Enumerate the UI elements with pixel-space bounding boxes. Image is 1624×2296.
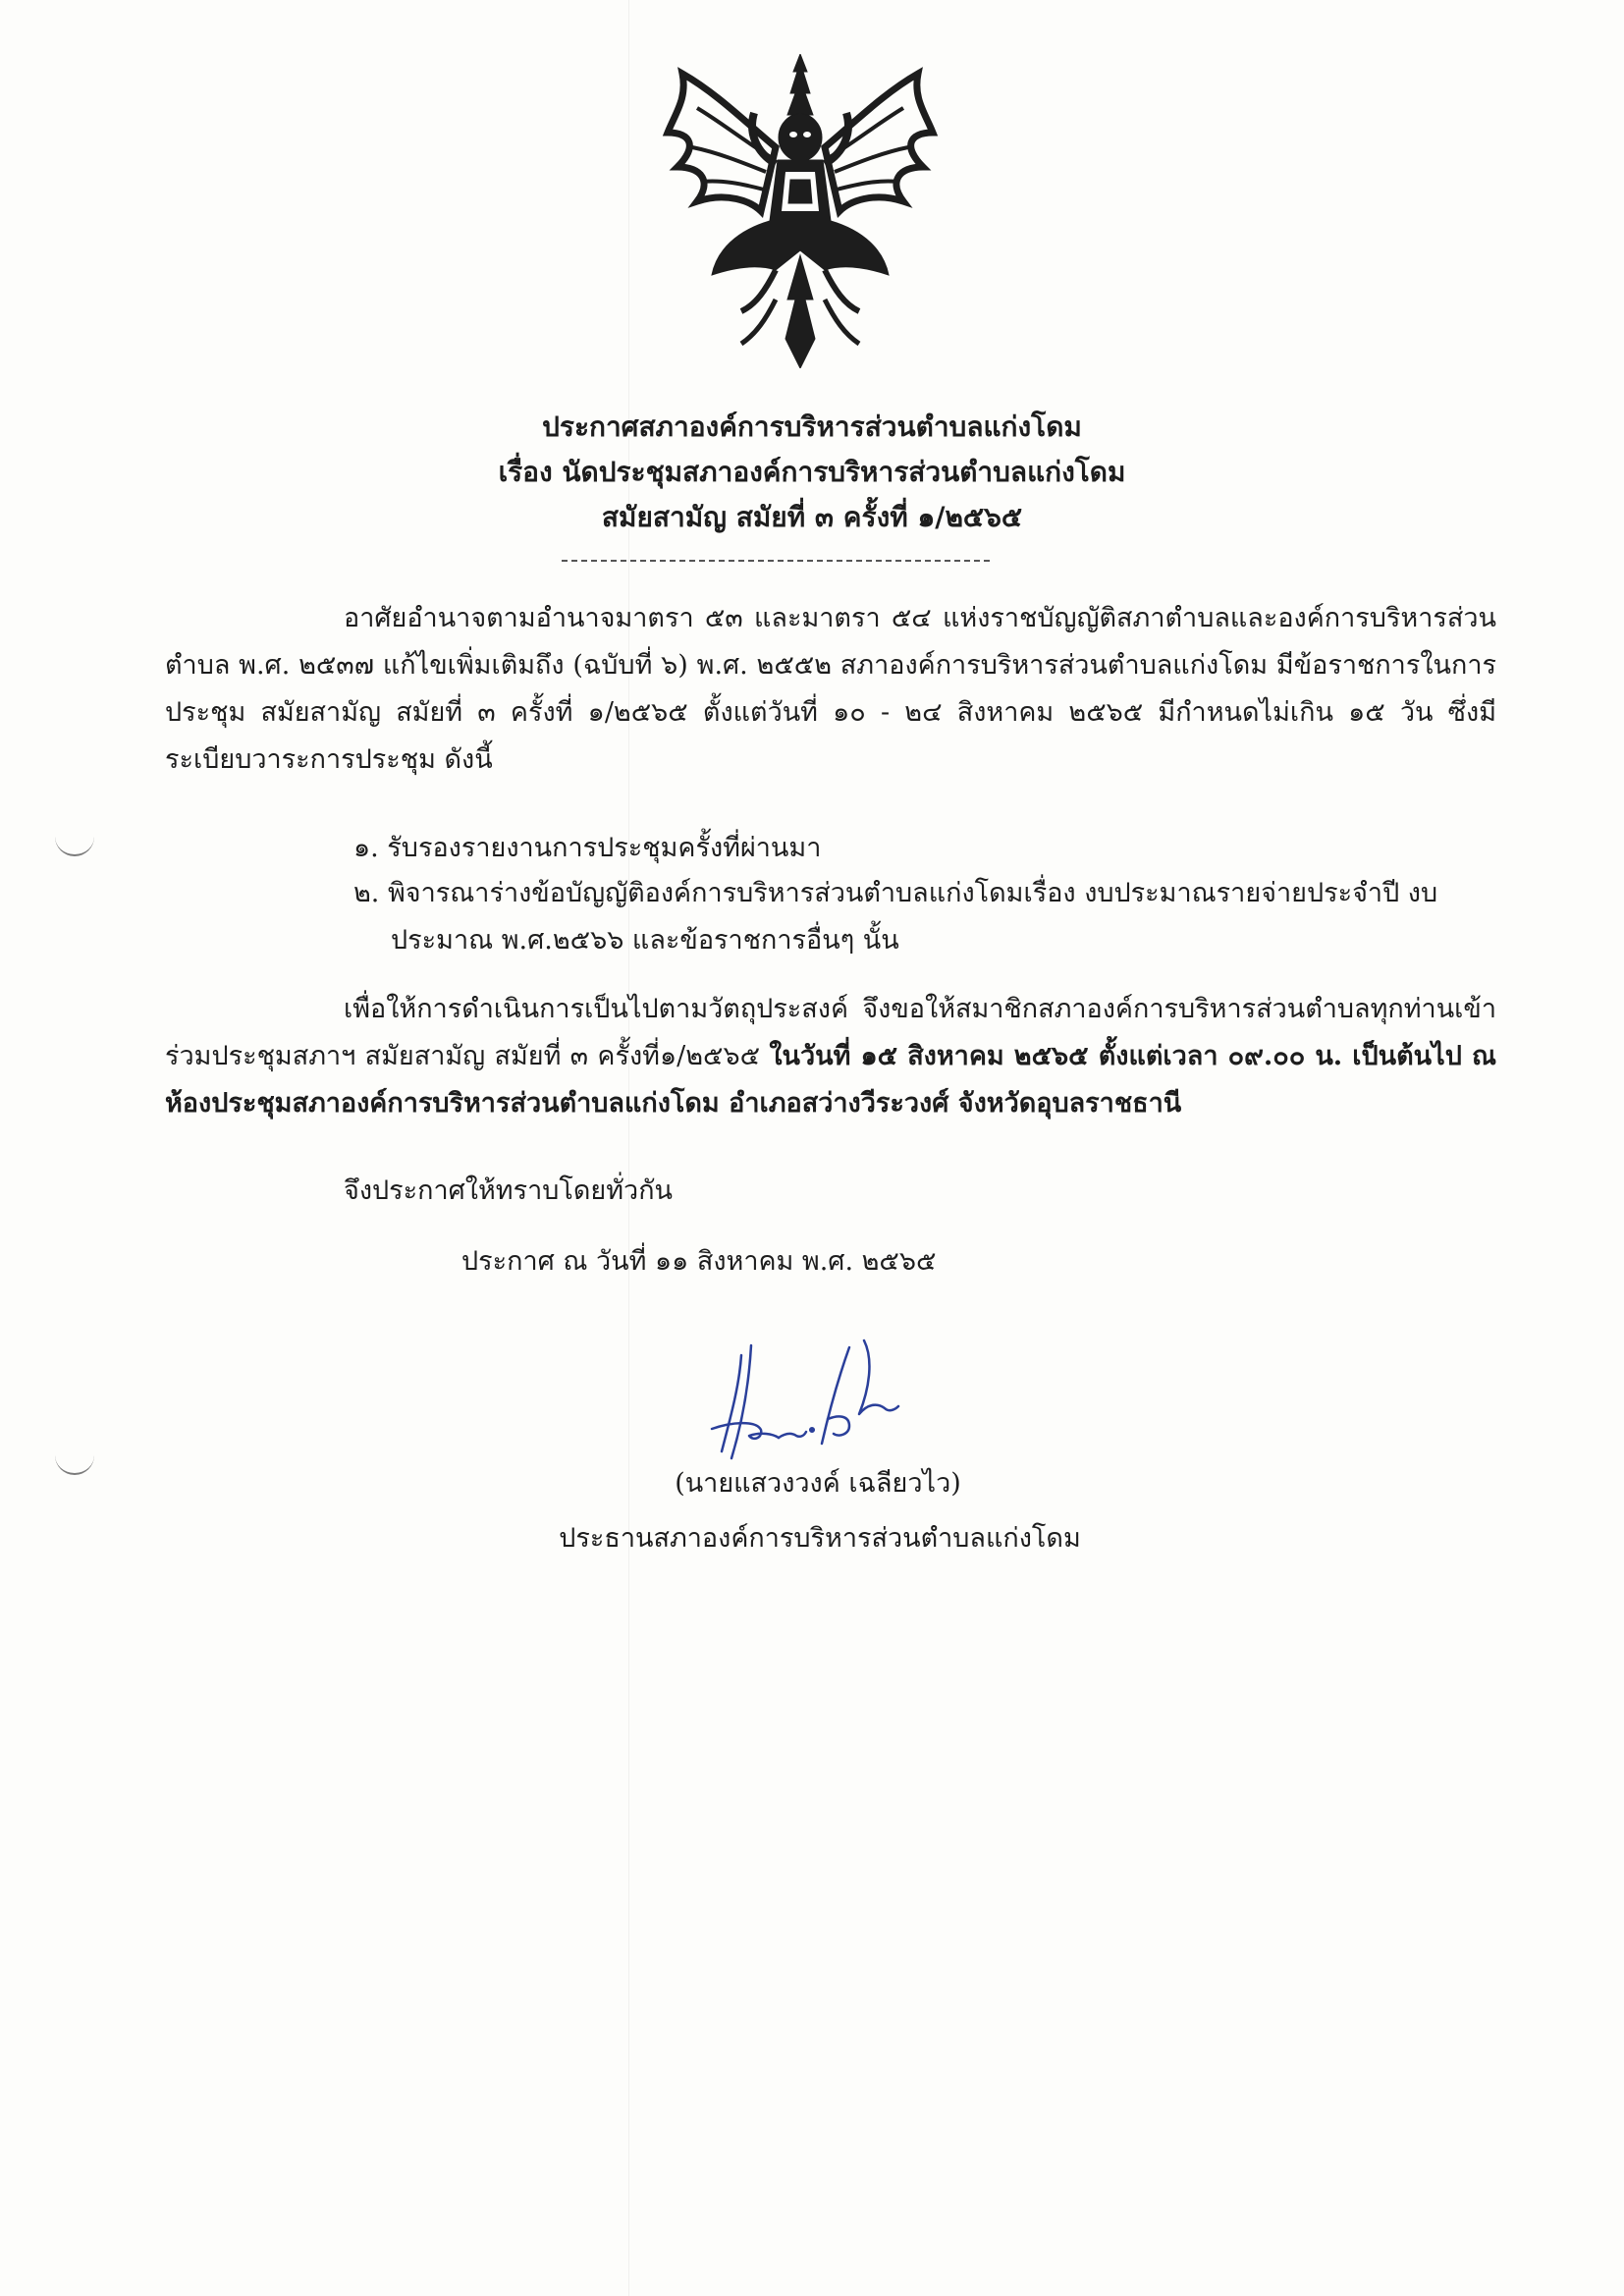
punch-hole-mark [55, 833, 94, 856]
announcement-date: ประกาศ ณ วันที่ ๑๑ สิงหาคม พ.ศ. ๒๕๖๕ [461, 1246, 937, 1277]
signer-title: ประธานสภาองค์การบริหารส่วนตำบลแก่งโดม [559, 1523, 1081, 1554]
invitation-paragraph [165, 986, 1496, 1127]
closing-statement: จึงประกาศให้ทราบโดยทั่วกัน [344, 1175, 673, 1206]
signature-mark [702, 1336, 918, 1463]
garuda-emblem-icon [658, 54, 943, 368]
agenda-item-1: ๑. รับรองรายงานการประชุมครั้งที่ผ่านมา [353, 833, 822, 863]
agenda-item-2: ๒. พิจารณาร่างข้อบัญญัติองค์การบริหารส่วนตำบลแก่งโดมเรื่อง งบประมาณรายจ่ายประจำปี งบประมาณ พ.ศ.๒๕๖๖ และข้อราชการอื่นๆ นั้น [353, 878, 1438, 956]
announcement-title: ประกาศสภาองค์การบริหารส่วนตำบลแก่งโดม [542, 410, 1082, 443]
invitation-text: เพื่อให้การดำเนินการเป็นไปตามวัตถุประสงค์ จึงขอให้สมาชิกสภาองค์การบริหารส่วนตำบลทุกท่านเข้าร่วมประชุมสภาฯ สมัยสามัญ สมัยที่ ๓ ครั้งที่๑/๒๕๖๕ [165, 994, 1496, 1071]
signer-name: (นายแสวงวงค์ เฉลียวไว) [675, 1468, 961, 1499]
meeting-datetime-location: ในวันที่ ๑๕ สิงหาคม ๒๕๖๕ ตั้งแต่เวลา ๐๙.๐๐ น. เป็นต้นไป ณ ห้องประชุมสภาองค์การบริหารส่วนตำบลแก่งโดม อำเภอสว่างวีระวงศ์ จังหวัดอุบลราชธานี [165, 1041, 1497, 1119]
scan-fold-line [628, 0, 629, 2296]
heading-divider [562, 560, 990, 562]
announcement-subject: เรื่อง นัดประชุมสภาองค์การบริหารส่วนตำบลแก่งโดม [498, 456, 1126, 488]
intro-paragraph: อาศัยอำนาจตามอำนาจมาตรา ๕๓ และมาตรา ๕๔ แห่งราชบัญญัติสภาตำบลและองค์การบริหารส่วนตำบล พ.ศ. ๒๕๓๗ แก้ไขเพิ่มเติมถึง (ฉบับที่ ๖) พ.ศ. ๒๕๕๒ สภาองค์การบริหารส่วนตำบลแก่งโดม มีข้อราชการในการประชุม สมัยสามัญ สมัยที่ ๓ ครั้งที่ ๑/๒๕๖๕ ตั้งแต่วันที่ ๑๐ - ๒๔ สิงหาคม ๒๕๖๕ มีกำหนดไม่เกิน ๑๕ วัน ซึ่งมีระเบียบวาระการประชุม ดังนี้ [165, 603, 1496, 775]
announcement-session: สมัยสามัญ สมัยที่ ๓ ครั้งที่ ๑/๒๕๖๕ [601, 501, 1023, 533]
